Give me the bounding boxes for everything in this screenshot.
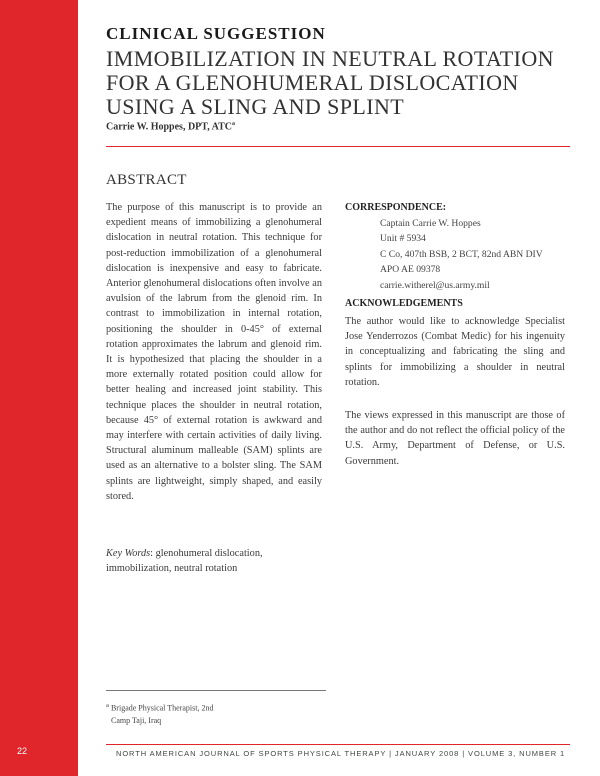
acknowledgements-text: The author would like to acknowledge Specialist Jose Yenderrozos (Combat Medic) for his ingenuity in conceptualizing and fabricating the sling and splints for immobilizing a shoulder in neutral rotation. (345, 316, 565, 388)
correspondence-block (380, 216, 543, 293)
footer-rule (106, 744, 570, 745)
author-line (106, 121, 235, 132)
correspondence-heading: CORRESPONDENCE: (345, 202, 447, 213)
section-label: CLINICAL SUGGESTION (106, 24, 326, 43)
article-title: IMMOBILIZATION IN NEUTRAL ROTATION FOR A GLENOHUMERAL DISLOCATION USING A SLING AND SPLINT (106, 46, 554, 119)
correspondence-line: APO AE 09378 (380, 264, 441, 276)
page-number: 22 (17, 746, 28, 756)
author-superscript: a (232, 121, 236, 127)
footnote-rule (106, 690, 326, 691)
footnote-superscript: a (106, 702, 109, 709)
footnote-line-2: Camp Taji, Iraq (111, 715, 162, 725)
disclaimer-text: The views expressed in this manuscript are those of the author and do not reflect the official policy of the U.S. Army, Department of Defense, or U.S. Government. (345, 410, 565, 467)
correspondence-email[interactable]: carrie.witherel@us.army.mil (380, 279, 490, 291)
correspondence-line: Unit # 5934 (380, 233, 426, 245)
acknowledgements-heading: ACKNOWLEDGEMENTS (345, 298, 463, 309)
footnote-line-1: Brigade Physical Therapist, 2nd (110, 703, 214, 713)
header-rule (106, 146, 570, 147)
keywords-text: : glenohumeral dislocation, immobilization, neutral rotation (106, 548, 263, 575)
keywords (106, 546, 322, 576)
keywords-label: Key Words (106, 548, 151, 559)
correspondence-line: Captain Carrie W. Hoppes (380, 218, 481, 229)
red-margin-bar (0, 0, 78, 776)
footnote (106, 700, 213, 727)
abstract-heading: ABSTRACT (106, 172, 187, 188)
abstract-text: The purpose of this manuscript is to provide an expedient means of immobilizing a glenohumeral dislocation in neutral rotation. This technique for post-reduction immobilization of a glenohumeral dislocation is inexpensive and easy to fabricate. Anterior glenohumeral dislocations often involve an avulsion of the labrum from the glenoid rim. In contrast to immobilization in internal rotation, positioning the shoulder in 0-45° of external rotation approximates the labrum and glenoid rim. It is hypothesized that placing the shoulder in a more externally rotated position could allow for better healing and increased joint stability. This technique places the shoulder in neutral rotation, because 45° of external rotation is awkward and may interfere with certain activities of daily living. Structural aluminum malleable (SAM) splints are used as an alternative to a bolster sling. The SAM splints are lightweight, simply shaped, and easily stored. (106, 202, 322, 502)
journal-footer: NORTH AMERICAN JOURNAL OF SPORTS PHYSICAL THERAPY | JANUARY 2008 | VOLUME 3, NUMBER 1 (116, 749, 566, 758)
correspondence-line: C Co, 407th BSB, 2 BCT, 82nd ABN DIV (380, 248, 543, 260)
author-name: Carrie W. Hoppes, DPT, ATC (106, 121, 233, 133)
